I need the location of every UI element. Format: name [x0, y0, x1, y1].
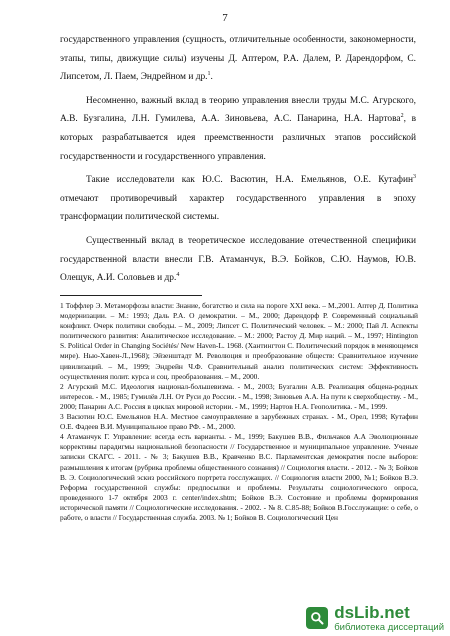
search-icon: [306, 607, 328, 629]
footnote: 3 Васютин Ю.С. Емельянов Н.А. Местное самоуправление в зарубежных странах. - М., Орел, 1998; Кутафин О.Е. Фадеев В.И. Муниципальное право РФ. - М., 2000.: [60, 412, 418, 432]
paragraph-text: Такие исследователи как Ю.С. Васютин, Н.А. Емельянов, О.Е. Кутафин: [86, 175, 413, 186]
body-text: [60, 31, 416, 288]
footnote-ref[interactable]: 2: [400, 113, 404, 120]
footnote: 2 Агурский М.С. Идеология национал-большевизма. - М., 2003; Бузгалин А.В. Реализация общена-родных интересов. - М., 1985; Гумилёв Л.Н. От Руси до России. - М., 1998; Зиновьев А.А. На пути к сверхобществу. - М., 2000; Панарин А.С. Россия в циклах мировой истории. - М., 1999; Нартов Н.А. Геополитика. - М., 1999.: [60, 381, 418, 411]
watermark-tagline: библиотека диссертаций: [334, 621, 444, 633]
footnote-separator: [60, 295, 202, 296]
footnote: 1 Тоффлер Э. Метаморфозы власти: Знание, богатство и сила на пороге XXI века. – М.,2001. Аптер Д. Политика модернизации. – М.: 1993; Даль Р.А. О демократии. – М., 2000; Дарендорф Р. Современный социальный конфликт. Очерк политики свободы. – М., 2009; Липсет С. Политический человек. – М.: 2000; Пай Л. Аспекты политического развития: Аналитическое исследование. – М.: 2000; Растоу Д. Мир наций. – М., 1997; Hintington S. Political Order in Changing Sociétés/ New Haven-L. 1968. (Хантингтон С. Политический порядок в меняющемся мире). Нью-Хавен-Л.,1968); Эйзенштадт М. Революция и преобразование обществ: Сравнительное изучение цивилизаций. – М., 1999; Эндрейн Ч.Ф. Сравнительный анализ политических систем: Эффективность осуществления полит. курса и соц. преобразования. – М., 2000.: [60, 301, 418, 381]
paragraph-text: отмечают противоречивый характер государственного управления в эпоху трансформации политической системы.: [60, 193, 416, 223]
paragraph: [60, 232, 416, 288]
footnote: 4 Атаманчук Г. Управление: всегда есть варианты. - М., 1999; Бакушев В.В., Фильчаков А.А Эволюционные коррективы парадигмы национальной безопасности // Государственное и муниципальное управление. Ученые записки СКАГС. - 2011. - № 3; Бакушев В.В., Кравченко В.С. Парламентская демократия после выборов: размышления к итогам (рубрика проблемы общественного сознания) // Социология власти. - 2012. - № 3; Бойков В. Э. Социологический эскиз российского портрета госслужащих. // Социология власти 2000, №1; Бойков В.Э. Реформа государственной службы: предпосылки и проблемы. Результаты социологического опроса, проведенного 1-7 октября 2003 г. center/index.shtm; Бойков В.Э. Состояние и проблемы формирования исторической памяти // Социологические исследования. - 2002. - № 8. С.85-88; Бойков В.Госслужащие: о себе, о работе, о власти // Государственная служба. 2003. № 1; Бойков В. Социологический Цен: [60, 432, 418, 522]
footnotes: [60, 301, 418, 523]
watermark[interactable]: [306, 604, 444, 633]
watermark-brand: dsLib.net: [334, 602, 410, 622]
paragraph-text: государственного управления (сущность, отличительные особенности, закономерности, этапы, типы, движущие силы) изучены Д. Аптером, Р.А. Далем, Р. Дарендорфом, С. Липсетом, Л. Паем, Эндрейном и др.: [60, 35, 416, 83]
page-number: 7: [222, 12, 228, 24]
paragraph-text: Существенный вклад в теоретическое исследование отечественной специфики государственной власти внесли Г.В. Атаманчук, В.Э. Бойков, С.Ю. Наумов, Ю.В. Олещук, А.И. Соловьев и др.: [60, 235, 416, 284]
paragraph: [60, 92, 416, 166]
paragraph: [60, 171, 416, 227]
footnote-ref[interactable]: 4: [176, 272, 180, 278]
footnote-ref[interactable]: 3: [413, 174, 416, 181]
footnote-ref[interactable]: 1: [207, 71, 211, 78]
paragraph-text: , в которых разрабатывается идея преемственности различных этапов российской государственности и государственного управления.: [60, 114, 416, 162]
paragraph-text: Несомненно, важный вклад в теорию управления внесли труды М.С. Агурского, А.В. Бузгалина, Л.Н. Гумилева, А.А. Зиновьева, А.С. Панарина, Н.А. Нартова: [60, 95, 416, 125]
paragraph: государственного управления (сущность, отличительные особенности, закономерности, этапы, типы, движущие силы) изучены Д. Аптером, Р.А. Далем, Р. Дарендорфом, С. Липсетом, Л. Паем, Эндрейном и др.$^1$.: [60, 35, 416, 83]
